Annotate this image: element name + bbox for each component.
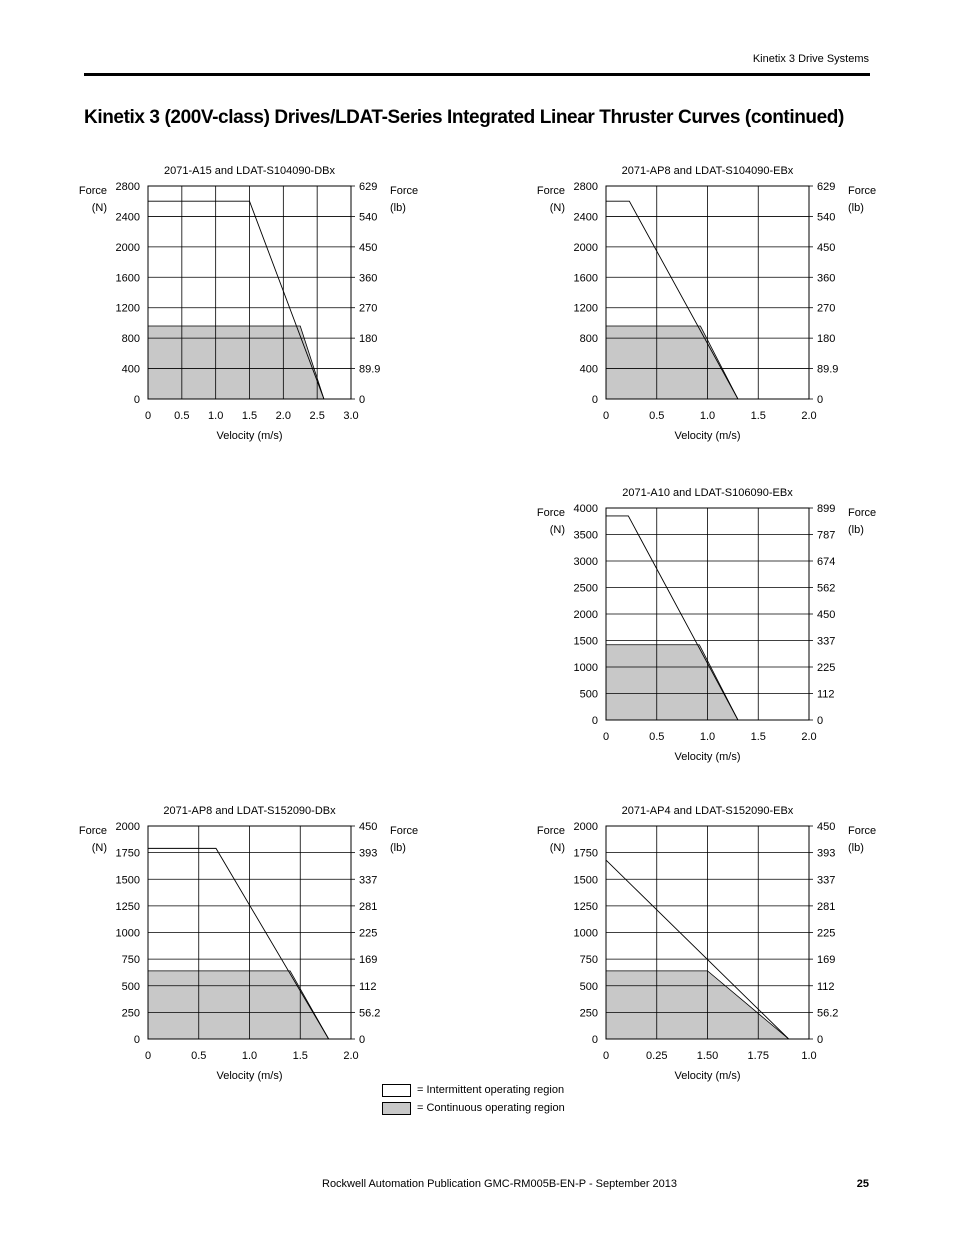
chart-2-y-tick-label: 1600 bbox=[573, 272, 598, 285]
chart-1-x-tick-label: 0 bbox=[144, 410, 152, 422]
chart-5-x-tick-label: 0 bbox=[602, 1050, 610, 1062]
chart-1-y-tick-label: 0 bbox=[133, 394, 140, 406]
chart-4-y-axis-label: Force bbox=[78, 825, 107, 837]
chart-5-title: 2071-AP4 and LDAT-S152090-EBx bbox=[621, 805, 794, 817]
chart-1-y-axis-label: Force bbox=[78, 185, 107, 197]
chart-3-y2-tick-label: 337 bbox=[817, 635, 836, 648]
chart-5-y2-tick-label: 393 bbox=[817, 847, 836, 860]
chart-5-y-tick-label: 1000 bbox=[573, 927, 598, 940]
chart-1-y2-tick-label: 89.9 bbox=[359, 363, 381, 376]
chart-3-y-tick-label: 3000 bbox=[573, 556, 598, 568]
chart-5-y-tick-label: 250 bbox=[579, 1007, 598, 1020]
section-header: Kinetix 3 Drive Systems bbox=[752, 53, 869, 65]
chart-4-x-tick-label: 0.5 bbox=[191, 1050, 207, 1062]
chart-2-y-tick-label: 800 bbox=[579, 333, 598, 346]
chart-2-y2-axis-label: Force bbox=[848, 185, 877, 197]
chart-3-y-tick-label: 4000 bbox=[573, 503, 598, 515]
chart-5-y2-tick-label: 281 bbox=[817, 900, 836, 913]
chart-4-y-tick-label: 250 bbox=[121, 1007, 140, 1020]
chart-5-y-tick-label: 750 bbox=[579, 954, 598, 967]
legend bbox=[382, 1081, 565, 1117]
chart-1-y-tick-label: 400 bbox=[121, 363, 140, 376]
chart-3-x-tick-label: 1.5 bbox=[750, 731, 766, 743]
chart-1-x-axis-label: Velocity (m/s) bbox=[216, 430, 283, 442]
chart-1-y2-tick-label: 180 bbox=[359, 333, 378, 346]
chart-5-y2-tick-label: 112 bbox=[817, 980, 835, 993]
chart-4-y2-tick-label: 0 bbox=[359, 1034, 366, 1046]
chart-1-y2-tick-label: 360 bbox=[359, 272, 378, 285]
chart-1-x-tick-label: 1.5 bbox=[241, 410, 258, 422]
chart-5-y2-tick-label: 0 bbox=[817, 1034, 824, 1046]
legend-item-intermittent bbox=[382, 1081, 565, 1099]
chart-4-y-tick-label: 1000 bbox=[115, 927, 140, 940]
chart-4-x-tick-label: 2.0 bbox=[343, 1050, 359, 1062]
chart-4-continuous-region bbox=[148, 971, 329, 1039]
chart-1-x-tick-label: 2.0 bbox=[275, 410, 291, 422]
chart-3-y2-tick-label: 0 bbox=[817, 715, 824, 727]
chart-2-y2-tick-label: 0 bbox=[817, 394, 824, 406]
chart-4-x-tick-label: 1.5 bbox=[292, 1050, 308, 1062]
chart-5-y2-axis-label: Force bbox=[848, 825, 877, 837]
chart-5-y-tick-label: 0 bbox=[591, 1034, 598, 1046]
chart-1-x-tick-label: 3.0 bbox=[343, 410, 359, 422]
chart-4-y-tick-label: 0 bbox=[133, 1034, 140, 1046]
legend-swatch-intermittent bbox=[382, 1084, 411, 1097]
chart-5-y2-tick-label: 56.2 bbox=[817, 1007, 839, 1020]
chart-5-x-tick-label: 1.75 bbox=[747, 1050, 769, 1062]
chart-2-x-tick-label: 0.5 bbox=[649, 410, 665, 422]
chart-4-y2-tick-label: 169 bbox=[359, 954, 378, 967]
chart-5-y-tick-label: 500 bbox=[579, 980, 598, 993]
chart-4-y2-tick-label: 281 bbox=[359, 900, 378, 913]
chart-1-y-axis-unit: (N) bbox=[91, 202, 107, 214]
chart-3-y2-tick-label: 787 bbox=[817, 529, 836, 542]
chart-4-y-tick-label: 750 bbox=[121, 954, 140, 967]
chart-2-x-tick-label: 2.0 bbox=[801, 410, 817, 422]
chart-1-y2-tick-label: 270 bbox=[359, 302, 378, 315]
chart-1-y2-axis-unit: (lb) bbox=[390, 202, 406, 214]
chart-4-y2-tick-label: 225 bbox=[359, 927, 378, 940]
chart-1-y-tick-label: 1600 bbox=[115, 272, 140, 285]
chart-3-y2-tick-label: 899 bbox=[817, 503, 836, 515]
chart-3-y2-tick-label: 225 bbox=[817, 662, 836, 674]
chart-5-y-tick-label: 1750 bbox=[573, 847, 598, 860]
chart-3-y-axis-unit: (N) bbox=[549, 524, 565, 536]
chart-4-y-tick-label: 500 bbox=[121, 980, 140, 993]
chart-3-y-tick-label: 500 bbox=[579, 688, 598, 701]
legend-label-continuous: = Continuous operating region bbox=[417, 1102, 565, 1114]
chart-2-title: 2071-AP8 and LDAT-S104090-EBx bbox=[621, 165, 794, 177]
chart-2-y-tick-label: 0 bbox=[591, 394, 598, 406]
chart-2-x-axis-label: Velocity (m/s) bbox=[674, 430, 741, 442]
chart-1-y2-tick-label: 0 bbox=[359, 394, 366, 406]
chart-4-x-tick-label: 0 bbox=[144, 1050, 152, 1062]
chart-4-x-tick-label: 1.0 bbox=[241, 1050, 258, 1062]
chart-1-y-tick-label: 800 bbox=[121, 333, 140, 346]
chart-2-y-axis-unit: (N) bbox=[549, 202, 565, 214]
chart-1-y2-tick-label: 450 bbox=[359, 241, 378, 254]
chart-3-y-tick-label: 1500 bbox=[573, 635, 598, 648]
chart-4-y-tick-label: 1500 bbox=[115, 874, 140, 887]
chart-4-y2-axis-label: Force bbox=[390, 825, 419, 837]
chart-2-y2-tick-label: 89.9 bbox=[817, 363, 839, 376]
chart-1-title: 2071-A15 and LDAT-S104090-DBx bbox=[163, 165, 336, 177]
chart-2-x-tick-label: 1.0 bbox=[699, 410, 716, 422]
chart-2-y-tick-label: 1200 bbox=[573, 302, 598, 315]
chart-2-y-tick-label: 2800 bbox=[573, 181, 598, 193]
chart-1-y-tick-label: 1200 bbox=[115, 302, 140, 315]
chart-3-x-tick-label: 1.0 bbox=[699, 731, 716, 743]
legend-label-intermittent: = Intermittent operating region bbox=[417, 1084, 565, 1096]
footer-publication: Rockwell Automation Publication GMC-RM005B-EN-P - September 2013 bbox=[322, 1178, 678, 1190]
chart-5-y2-axis-unit: (lb) bbox=[848, 842, 864, 854]
chart-1-y2-tick-label: 629 bbox=[359, 181, 378, 193]
chart-1-y-tick-label: 2400 bbox=[115, 211, 140, 224]
chart-3-y2-axis-unit: (lb) bbox=[848, 524, 864, 536]
chart-2-y2-tick-label: 450 bbox=[817, 241, 836, 254]
chart-5-y-tick-label: 2000 bbox=[573, 821, 598, 833]
chart-1-continuous-region bbox=[148, 326, 324, 399]
chart-5-y-tick-label: 1250 bbox=[573, 900, 598, 913]
chart-3-y-tick-label: 1000 bbox=[573, 662, 598, 674]
chart-3-y-tick-label: 2000 bbox=[573, 609, 598, 621]
chart-3-y-axis-label: Force bbox=[536, 507, 565, 519]
chart-4-y2-tick-label: 56.2 bbox=[359, 1007, 381, 1020]
chart-2-y2-axis-unit: (lb) bbox=[848, 202, 864, 214]
legend-item-continuous bbox=[382, 1099, 565, 1117]
chart-2-y2-tick-label: 270 bbox=[817, 302, 836, 315]
page-title: Kinetix 3 (200V-class) Drives/LDAT-Series Integrated Linear Thruster Curves (continued) bbox=[84, 107, 844, 128]
chart-5-x-axis-label: Velocity (m/s) bbox=[674, 1070, 741, 1082]
chart-3-y-tick-label: 2500 bbox=[573, 582, 598, 595]
chart-5-y2-tick-label: 450 bbox=[817, 821, 836, 833]
chart-1-y2-axis-label: Force bbox=[390, 185, 419, 197]
chart-2-y-axis-label: Force bbox=[536, 185, 565, 197]
chart-2-y2-tick-label: 360 bbox=[817, 272, 836, 285]
chart-3-x-tick-label: 0 bbox=[602, 731, 610, 743]
chart-2-y-tick-label: 400 bbox=[579, 363, 598, 376]
chart-5-continuous-region bbox=[606, 971, 789, 1039]
chart-2-y-tick-label: 2400 bbox=[573, 211, 598, 224]
chart-5-y-tick-label: 1500 bbox=[573, 874, 598, 887]
chart-3-title: 2071-A10 and LDAT-S106090-EBx bbox=[622, 487, 793, 499]
chart-2-y2-tick-label: 629 bbox=[817, 181, 836, 193]
chart-3-y2-axis-label: Force bbox=[848, 507, 877, 519]
chart-3-y2-tick-label: 674 bbox=[817, 556, 836, 568]
chart-4-y2-axis-unit: (lb) bbox=[390, 842, 406, 854]
chart-5-y-axis-unit: (N) bbox=[549, 842, 565, 854]
chart-4-y-tick-label: 1750 bbox=[115, 847, 140, 860]
chart-3-y2-tick-label: 562 bbox=[817, 582, 836, 595]
chart-2-y2-tick-label: 540 bbox=[817, 211, 836, 224]
chart-1-y-tick-label: 2800 bbox=[115, 181, 140, 193]
chart-4-title: 2071-AP8 and LDAT-S152090-DBx bbox=[163, 805, 336, 817]
chart-3-y2-tick-label: 450 bbox=[817, 609, 836, 621]
chart-5-x-tick-label: 0.25 bbox=[646, 1050, 668, 1062]
chart-2-x-tick-label: 1.5 bbox=[750, 410, 766, 422]
chart-1-x-tick-label: 0.5 bbox=[174, 410, 190, 422]
chart-1-x-tick-label: 1.0 bbox=[208, 410, 224, 422]
chart-2-x-tick-label: 0 bbox=[602, 410, 610, 422]
chart-5-y2-tick-label: 169 bbox=[817, 954, 836, 967]
chart-4-y2-tick-label: 337 bbox=[359, 874, 378, 887]
chart-5-x-tick-label: 1.50 bbox=[696, 1050, 719, 1062]
chart-1-y-tick-label: 2000 bbox=[115, 241, 140, 254]
page-number: 25 bbox=[856, 1178, 869, 1190]
chart-4-x-axis-label: Velocity (m/s) bbox=[216, 1070, 283, 1082]
chart-3-y-tick-label: 0 bbox=[591, 715, 598, 727]
chart-4-y-tick-label: 2000 bbox=[115, 821, 140, 833]
chart-4-y-tick-label: 1250 bbox=[115, 900, 140, 913]
chart-3-x-axis-label: Velocity (m/s) bbox=[674, 751, 741, 763]
chart-2-y-tick-label: 2000 bbox=[573, 241, 598, 254]
chart-3-x-tick-label: 2.0 bbox=[801, 731, 817, 743]
chart-4-y2-tick-label: 393 bbox=[359, 847, 378, 860]
chart-3-y2-tick-label: 112 bbox=[817, 688, 835, 701]
chart-1-y2-tick-label: 540 bbox=[359, 211, 378, 224]
chart-5-y2-tick-label: 337 bbox=[817, 874, 836, 887]
chart-4-y2-tick-label: 112 bbox=[359, 980, 377, 993]
chart-4-y-axis-unit: (N) bbox=[91, 842, 107, 854]
chart-4-y2-tick-label: 450 bbox=[359, 821, 378, 833]
chart-2-y2-tick-label: 180 bbox=[817, 333, 836, 346]
chart-5-y-axis-label: Force bbox=[536, 825, 565, 837]
chart-3-y-tick-label: 3500 bbox=[573, 529, 598, 542]
chart-5-y2-tick-label: 225 bbox=[817, 927, 836, 940]
chart-5-x-tick-label: 1.0 bbox=[801, 1050, 817, 1062]
chart-1-x-tick-label: 2.5 bbox=[309, 410, 325, 422]
chart-3-x-tick-label: 0.5 bbox=[649, 731, 665, 743]
legend-swatch-continuous bbox=[382, 1102, 411, 1115]
